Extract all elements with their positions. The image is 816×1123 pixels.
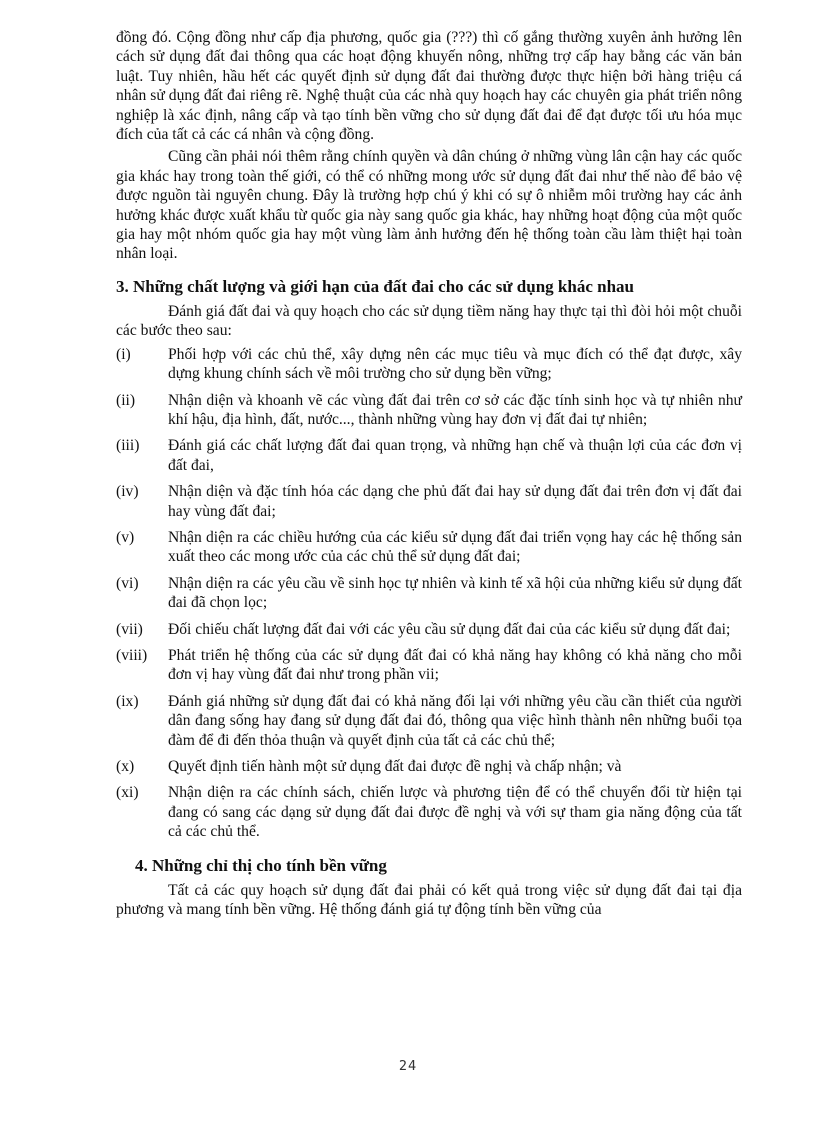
list-item: (viii) Phát triển hệ thống của các sử dụng đất đai có khả năng hay không có khả năng cho mỗi đơn vị hay vùng đất đai như trong phần vii;	[116, 646, 742, 684]
list-item: (v) Nhận diện ra các chiều hướng của các kiểu sử dụng đất đai triển vọng hay các hệ thống sản xuất theo các mong ước của các chủ thể sử dụng đất đai;	[116, 528, 742, 566]
section-4-heading: 4. Những chỉ thị cho tính bền vững	[135, 855, 387, 875]
paragraph-intro: đồng đó. Cộng đồng như cấp địa phương, quốc gia (???) thì cố gắng thường xuyên ảnh hưởng lên cách sử dụng đất đai thông qua các hoạt động khuyến nông, những trợ cấp hay bằng các văn bản luật. Tuy nhiên, hầu hết các quyết định sử dụng đất đai thường được thực hiện bởi hàng triệu cá nhân sử dụng đất đai riêng rẽ. Nghệ thuật của các nhà quy hoạch hay các chuyên gia phát triển nông nghiệp là xác định, nâng cấp và tạo tính bền vững cho sử dụng đất đai để đạt được tối ưu hóa mục đích của tất cả các cá nhân và cộng đồng.	[116, 29, 742, 144]
list-item: (vi) Nhận diện ra các yêu cầu về sinh học tự nhiên và kinh tế xã hội của những kiểu sử dụng đất đai đã chọn lọc;	[116, 574, 742, 612]
list-item: (ix) Đánh giá những sử dụng đất đai có khả năng đối lại với những yêu cầu cần thiết của người dân đang sống hay đang sử dụng đất đai đó, thông qua việc hình thành nên những buổi tọa đàm để đi đến thỏa thuận và quyết định của tất cả các chủ thể;	[116, 692, 742, 749]
list-item: (i) Phối hợp với các chủ thể, xây dựng nên các mục tiêu và mục đích có thể đạt được, xây dựng khung chính sách về môi trường cho sử dụng bền vững;	[116, 345, 742, 383]
list-item: (iii) Đánh giá các chất lượng đất đai quan trọng, và những hạn chế và thuận lợi của các đơn vị đất đai,	[116, 437, 742, 474]
section-3-heading: 3. Những chất lượng và giới hạn của đất đai cho các sử dụng khác nhau	[116, 276, 634, 296]
list-item: (xi) Nhận diện ra các chính sách, chiến lược và phương tiện để có thể chuyển đổi từ hiện tại đang có sang các dạng sử dụng đất đai được đề nghị và với sự tham gia năng động của tất cả các chủ thể.	[116, 784, 742, 841]
list-item: (vii) Đối chiếu chất lượng đất đai với các yêu cầu sử dụng đất đai của các kiểu sử dụng đất đai;	[116, 620, 731, 638]
list-item: (x) Quyết định tiến hành một sử dụng đất đai được đề nghị và chấp nhận; và	[116, 758, 622, 775]
list-item: (iv) Nhận diện và đặc tính hóa các dạng che phủ đất đai hay sử dụng đất đai trên đơn vị đất đai hay vùng đất đai;	[116, 483, 742, 520]
paragraph-steps-intro: Đánh giá đất đai và quy hoạch cho các sử dụng tiềm năng hay thực tại thì đòi hỏi một chuỗi các bước theo sau:	[116, 302, 742, 340]
steps-list	[116, 345, 742, 842]
paragraph-neighbors: Cũng cần phải nói thêm rằng chính quyền và dân chúng ở những vùng lân cận hay các quốc gia khác hay trong toàn thế giới, có thể có những mong ước sử dụng đất đai như thế nào để bảo vệ được nguồn tài nguyên chung. Đây là trường hợp chú ý khi có sự ô nhiễm môi trường hay các ảnh hưởng khác được xuất khẩu từ quốc gia này sang quốc gia khác, hay những hoạt động của một quốc gia hay một nhóm quốc gia hay một vùng làm ảnh hưởng đến hệ thống toàn cầu làm thiệt hại toàn nhân loại.	[116, 148, 742, 263]
page-number: 24	[398, 1058, 418, 1074]
document-page	[116, 28, 742, 919]
list-item: (ii) Nhận diện và khoanh vẽ các vùng đất đai trên cơ sở các đặc tính sinh học và tự nhiên như khí hậu, địa hình, đất, nước..., thành những vùng hay đơn vị đất đai tự nhiên;	[116, 391, 742, 428]
paragraph-sustainability: Tất cả các quy hoạch sử dụng đất đai phải có kết quả trong việc sử dụng đất đai tại địa phương và mang tính bền vững. Hệ thống đánh giá tự động tính bền vững của	[116, 881, 742, 919]
